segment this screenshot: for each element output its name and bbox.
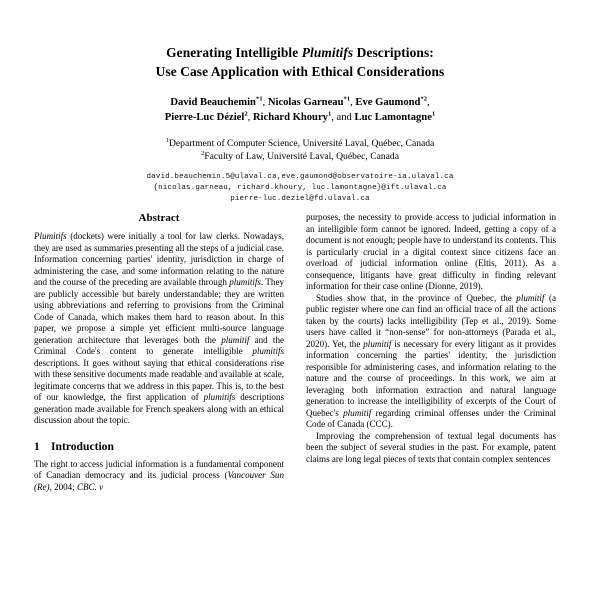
section-title: Introduction <box>51 439 114 453</box>
author: Luc Lamontagne$^1$ <box>354 110 436 124</box>
author: Pierre-Luc Déziel$^2$ <box>164 110 248 124</box>
author: Richard Khoury$^1$ <box>252 110 332 124</box>
right-paragraph-3: Improving the comprehension of textual legal documents has been the subject of several studies in the past. For example, patent claims are long legal pieces of texts that contain complex sentences <box>306 430 556 464</box>
author-affiliation-marker: 1 <box>327 110 332 118</box>
title-block <box>0 0 600 206</box>
intro-paragraph-1: The right to access judicial information is a fundamental component of Canadian democracy and its judicial process (Vancouver Sun (Re), 2004; CBC. v <box>34 458 284 492</box>
affiliation-marker: 1 <box>165 136 169 144</box>
body-columns <box>0 212 600 600</box>
email-list <box>72 172 528 206</box>
author-list <box>72 95 528 126</box>
abstract-heading: Abstract <box>138 212 180 224</box>
page-title <box>72 44 528 81</box>
author-affiliation-marker: *1 <box>343 95 351 103</box>
right-column <box>306 212 556 600</box>
affiliation: $^1$Department of Computer Science, Université Laval, Québec, Canada <box>165 136 435 149</box>
email-line[interactable]: david.beauchemin.5@ulaval.ca,eve.gaumond@observatoire-ia.ulaval.ca <box>146 172 454 181</box>
author-line-1: David Beauchemin$^{*1}$, Nicolas Garneau$^{*1}$, Eve Gaumond$^{*2}$, <box>170 95 430 108</box>
section-number: 1 <box>34 439 40 453</box>
author-affiliation-marker: *1 <box>255 95 263 103</box>
email-line[interactable]: pierre-luc.deziel@fd.ulaval.ca <box>230 195 370 204</box>
title-line-1: Generating Intelligible Plumitifs Descriptions: <box>166 45 434 60</box>
author-affiliation-marker: 1 <box>431 110 436 118</box>
right-paragraph-1: purposes, the necessity to provide access to judicial information in an intelligible form cannot be ignored. Indeed, getting a copy of a document is not enough; people have to understand its contents. This is particularly crucial in a digital context since citizens face an overload of judicial information online (Eltis, 2011). As a consequence, litigants have great difficulty in finding relevant information for their case online (Dionne, 2019). <box>306 212 556 291</box>
author-affiliation-marker: 2 <box>244 110 248 118</box>
email-line[interactable]: {nicolas.garneau, richard.khoury, luc.lamontagne}@ift.ulaval.ca <box>153 183 447 192</box>
affiliation-marker: 2 <box>201 149 205 157</box>
left-column <box>34 212 284 600</box>
affiliation: $^2$Faculty of Law, Université Laval, Québec, Canada <box>201 149 399 163</box>
author: David Beauchemin$^{*1}$ <box>170 95 263 108</box>
author-affiliation-marker: *2 <box>420 95 428 103</box>
author-line-2: Pierre-Luc Déziel$^2$, Richard Khoury$^1$, and Luc Lamontagne$^1$ <box>164 110 436 124</box>
abstract-text: Plumitifs (dockets) were initially a tool for law clerks. Nowadays, they are used as summaries presenting all the steps of a judicial case. Information concerning parties' identity, jurisdiction in charge of administering the case, and some information relating to the nature and the course of the preceding are available through plumitifs. They are publicly accessible but barely understandable; they are written using abbreviations and referring to provisions from the Criminal Code of Canada, which makes them hard to reason about. In this paper, we propose a simple yet efficient multi-source language generation architecture that leverages both the plumitif and the Criminal Code's content to generate intelligible plumitifs descriptions. It goes without saying that ethical considerations rise with these sensitive documents made readable and available at scale, legitimate concerns that we address in this paper. This is, to the best of our knowledge, the first application of plumitifs descriptions generation made available for French speakers along with an ethical discussion about the topic. <box>34 231 284 425</box>
right-paragraph-2: Studies show that, in the province of Quebec, the plumitif (a public register where one can find an official trace of all the actions taken by the courts) lacks intelligibility (Tep et al., 2019). Some users have called it “non-sense” for non-attorneys (Parada et al., 2020). Yet, the plumitif is necessary for every litigant as it provides information concerning the parties' identity, the jurisdiction responsible for administering cases, and information relating to the nature and the course of proceedings. In this work, we aim at leveraging both information extraction and natural language generation to increase the intelligibility of excerpts of the Court of Quebec's plumitif regarding criminal offenses under the Criminal Code of Canada (CCC). <box>306 292 557 429</box>
author: Nicolas Garneau$^{*1}$ <box>267 95 351 108</box>
author: Eve Gaumond$^{*2}$ <box>355 95 428 108</box>
title-line-2: Use Case Application with Ethical Considerations <box>155 63 445 79</box>
section-heading-introduction <box>34 440 284 453</box>
affiliation-list <box>72 137 528 164</box>
